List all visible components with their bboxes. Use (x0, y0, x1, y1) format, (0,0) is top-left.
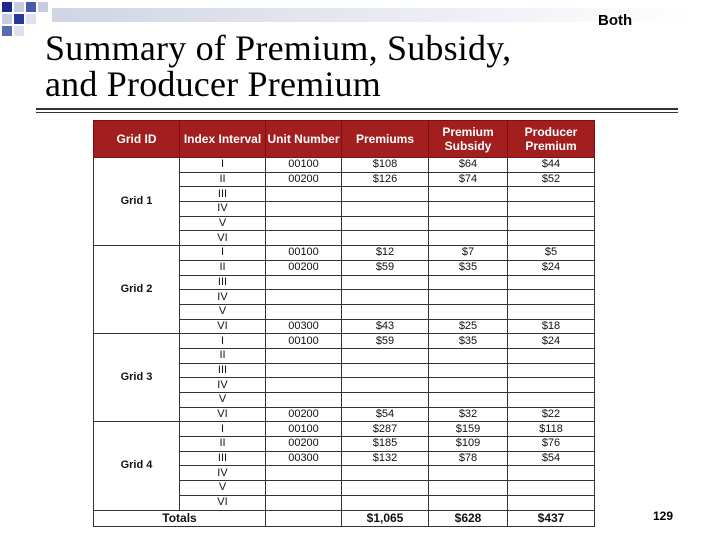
unit-number-cell (266, 275, 342, 290)
premiums-cell (342, 304, 429, 319)
unit-number-cell: 00200 (266, 260, 342, 275)
header-premiums: Premiums (342, 121, 429, 158)
premium-subsidy-cell (429, 187, 508, 202)
premiums-cell (342, 231, 429, 246)
premium-subsidy-cell (429, 304, 508, 319)
producer-premium-cell (508, 275, 595, 290)
producer-premium-cell (508, 216, 595, 231)
producer-premium-cell (508, 290, 595, 305)
premium-subsidy-cell (429, 216, 508, 231)
premiums-cell (342, 466, 429, 481)
premium-subsidy-cell: $64 (429, 158, 508, 173)
premiums-cell: $59 (342, 260, 429, 275)
unit-number-cell: 00100 (266, 334, 342, 349)
premiums-cell (342, 348, 429, 363)
index-interval-cell: VI (180, 495, 266, 510)
index-interval-cell: I (180, 422, 266, 437)
unit-number-cell (266, 202, 342, 217)
premiums-cell: $132 (342, 451, 429, 466)
producer-premium-cell (508, 187, 595, 202)
unit-number-cell (266, 393, 342, 408)
unit-number-cell (266, 466, 342, 481)
index-interval-cell: II (180, 348, 266, 363)
index-interval-cell: VI (180, 407, 266, 422)
unit-number-cell (266, 216, 342, 231)
index-interval-cell: V (180, 393, 266, 408)
unit-number-cell (266, 304, 342, 319)
producer-premium-cell (508, 481, 595, 496)
slide-title-line2: and Producer Premium (45, 64, 381, 104)
premium-subsidy-cell (429, 275, 508, 290)
producer-premium-cell: $44 (508, 158, 595, 173)
unit-number-cell: 00100 (266, 158, 342, 173)
index-interval-cell: VI (180, 231, 266, 246)
header-tag: Both (598, 12, 633, 29)
premium-subsidy-cell: $32 (429, 407, 508, 422)
producer-premium-cell: $5 (508, 246, 595, 261)
premium-subsidy-cell (429, 363, 508, 378)
index-interval-cell: I (180, 334, 266, 349)
totals-premiums: $1,065 (342, 510, 429, 526)
premiums-cell: $287 (342, 422, 429, 437)
premium-subsidy-cell: $109 (429, 437, 508, 452)
index-interval-cell: III (180, 363, 266, 378)
premiums-cell (342, 363, 429, 378)
deco-square (26, 2, 36, 12)
unit-number-cell (266, 231, 342, 246)
producer-premium-cell (508, 348, 595, 363)
table-header-row (94, 121, 595, 158)
producer-premium-cell (508, 304, 595, 319)
table-row (94, 422, 595, 437)
premium-subsidy-cell: $78 (429, 451, 508, 466)
index-interval-cell: I (180, 158, 266, 173)
premium-subsidy-cell: $159 (429, 422, 508, 437)
premium-subsidy-cell: $35 (429, 260, 508, 275)
unit-number-cell: 00100 (266, 422, 342, 437)
producer-premium-cell: $24 (508, 260, 595, 275)
premium-subsidy-cell (429, 231, 508, 246)
premiums-cell (342, 393, 429, 408)
totals-label: Totals (94, 510, 266, 526)
producer-premium-cell: $18 (508, 319, 595, 334)
page-number: 129 (653, 509, 674, 523)
unit-number-cell (266, 378, 342, 393)
premium-subsidy-cell: $74 (429, 172, 508, 187)
unit-number-cell: 00200 (266, 437, 342, 452)
grid-id-cell: Grid 3 (94, 334, 180, 422)
totals-row (94, 510, 595, 526)
premium-subsidy-cell (429, 202, 508, 217)
premium-subsidy-cell: $7 (429, 246, 508, 261)
unit-number-cell (266, 290, 342, 305)
premiums-cell (342, 216, 429, 231)
premiums-cell: $43 (342, 319, 429, 334)
header-producer-premium: Producer Premium (508, 121, 595, 158)
premiums-cell: $126 (342, 172, 429, 187)
premiums-cell: $185 (342, 437, 429, 452)
producer-premium-cell: $76 (508, 437, 595, 452)
producer-premium-cell (508, 202, 595, 217)
deco-gradient-bar (52, 8, 692, 22)
premiums-cell: $59 (342, 334, 429, 349)
totals-unit-empty (266, 510, 342, 526)
deco-square (2, 2, 12, 12)
deco-square (38, 2, 48, 12)
unit-number-cell: 00300 (266, 451, 342, 466)
unit-number-cell (266, 348, 342, 363)
table-row (94, 246, 595, 261)
premium-subsidy-cell (429, 393, 508, 408)
index-interval-cell: IV (180, 466, 266, 481)
deco-square (2, 26, 12, 36)
table-row (94, 334, 595, 349)
premiums-cell (342, 275, 429, 290)
producer-premium-cell (508, 231, 595, 246)
producer-premium-cell (508, 363, 595, 378)
header-index-interval: Index Interval (180, 121, 266, 158)
premiums-cell (342, 378, 429, 393)
premiums-cell (342, 290, 429, 305)
producer-premium-cell: $54 (508, 451, 595, 466)
title-underline (36, 108, 678, 110)
slide-title-line1: Summary of Premium, Subsidy, (45, 28, 512, 68)
producer-premium-cell: $52 (508, 172, 595, 187)
unit-number-cell (266, 481, 342, 496)
header-premium-subsidy: Premium Subsidy (429, 121, 508, 158)
unit-number-cell: 00200 (266, 407, 342, 422)
premium-subsidy-cell (429, 348, 508, 363)
premium-subsidy-cell: $35 (429, 334, 508, 349)
producer-premium-cell: $24 (508, 334, 595, 349)
producer-premium-cell: $22 (508, 407, 595, 422)
unit-number-cell (266, 187, 342, 202)
grid-id-cell: Grid 4 (94, 422, 180, 510)
deco-square (26, 14, 36, 24)
index-interval-cell: III (180, 187, 266, 202)
premiums-cell (342, 202, 429, 217)
index-interval-cell: II (180, 172, 266, 187)
header-unit-number: Unit Number (266, 121, 342, 158)
index-interval-cell: II (180, 260, 266, 275)
premiums-cell: $54 (342, 407, 429, 422)
deco-square (2, 14, 12, 24)
premium-subsidy-cell (429, 378, 508, 393)
premium-subsidy-cell (429, 481, 508, 496)
index-interval-cell: IV (180, 202, 266, 217)
index-interval-cell: V (180, 216, 266, 231)
title-underline-thin (36, 112, 678, 113)
index-interval-cell: II (180, 437, 266, 452)
summary-table (93, 120, 595, 527)
unit-number-cell: 00300 (266, 319, 342, 334)
deco-square (14, 26, 24, 36)
index-interval-cell: IV (180, 378, 266, 393)
table-body (94, 158, 595, 527)
index-interval-cell: V (180, 304, 266, 319)
premiums-cell (342, 481, 429, 496)
deco-square (14, 2, 24, 12)
index-interval-cell: V (180, 481, 266, 496)
premiums-cell: $12 (342, 246, 429, 261)
index-interval-cell: VI (180, 319, 266, 334)
deco-square (14, 14, 24, 24)
totals-subsidy: $628 (429, 510, 508, 526)
premiums-cell: $108 (342, 158, 429, 173)
index-interval-cell: III (180, 451, 266, 466)
header-grid-id: Grid ID (94, 121, 180, 158)
premium-subsidy-cell (429, 466, 508, 481)
producer-premium-cell (508, 393, 595, 408)
grid-id-cell: Grid 2 (94, 246, 180, 334)
index-interval-cell: I (180, 246, 266, 261)
premium-subsidy-cell (429, 290, 508, 305)
premium-subsidy-cell (429, 495, 508, 510)
table-row (94, 158, 595, 173)
producer-premium-cell (508, 466, 595, 481)
premiums-cell (342, 187, 429, 202)
totals-producer: $437 (508, 510, 595, 526)
unit-number-cell: 00100 (266, 246, 342, 261)
unit-number-cell (266, 363, 342, 378)
grid-id-cell: Grid 1 (94, 158, 180, 246)
index-interval-cell: IV (180, 290, 266, 305)
producer-premium-cell: $118 (508, 422, 595, 437)
index-interval-cell: III (180, 275, 266, 290)
unit-number-cell: 00200 (266, 172, 342, 187)
unit-number-cell (266, 495, 342, 510)
slide-title (45, 30, 665, 102)
premium-subsidy-cell: $25 (429, 319, 508, 334)
premiums-cell (342, 495, 429, 510)
producer-premium-cell (508, 495, 595, 510)
producer-premium-cell (508, 378, 595, 393)
